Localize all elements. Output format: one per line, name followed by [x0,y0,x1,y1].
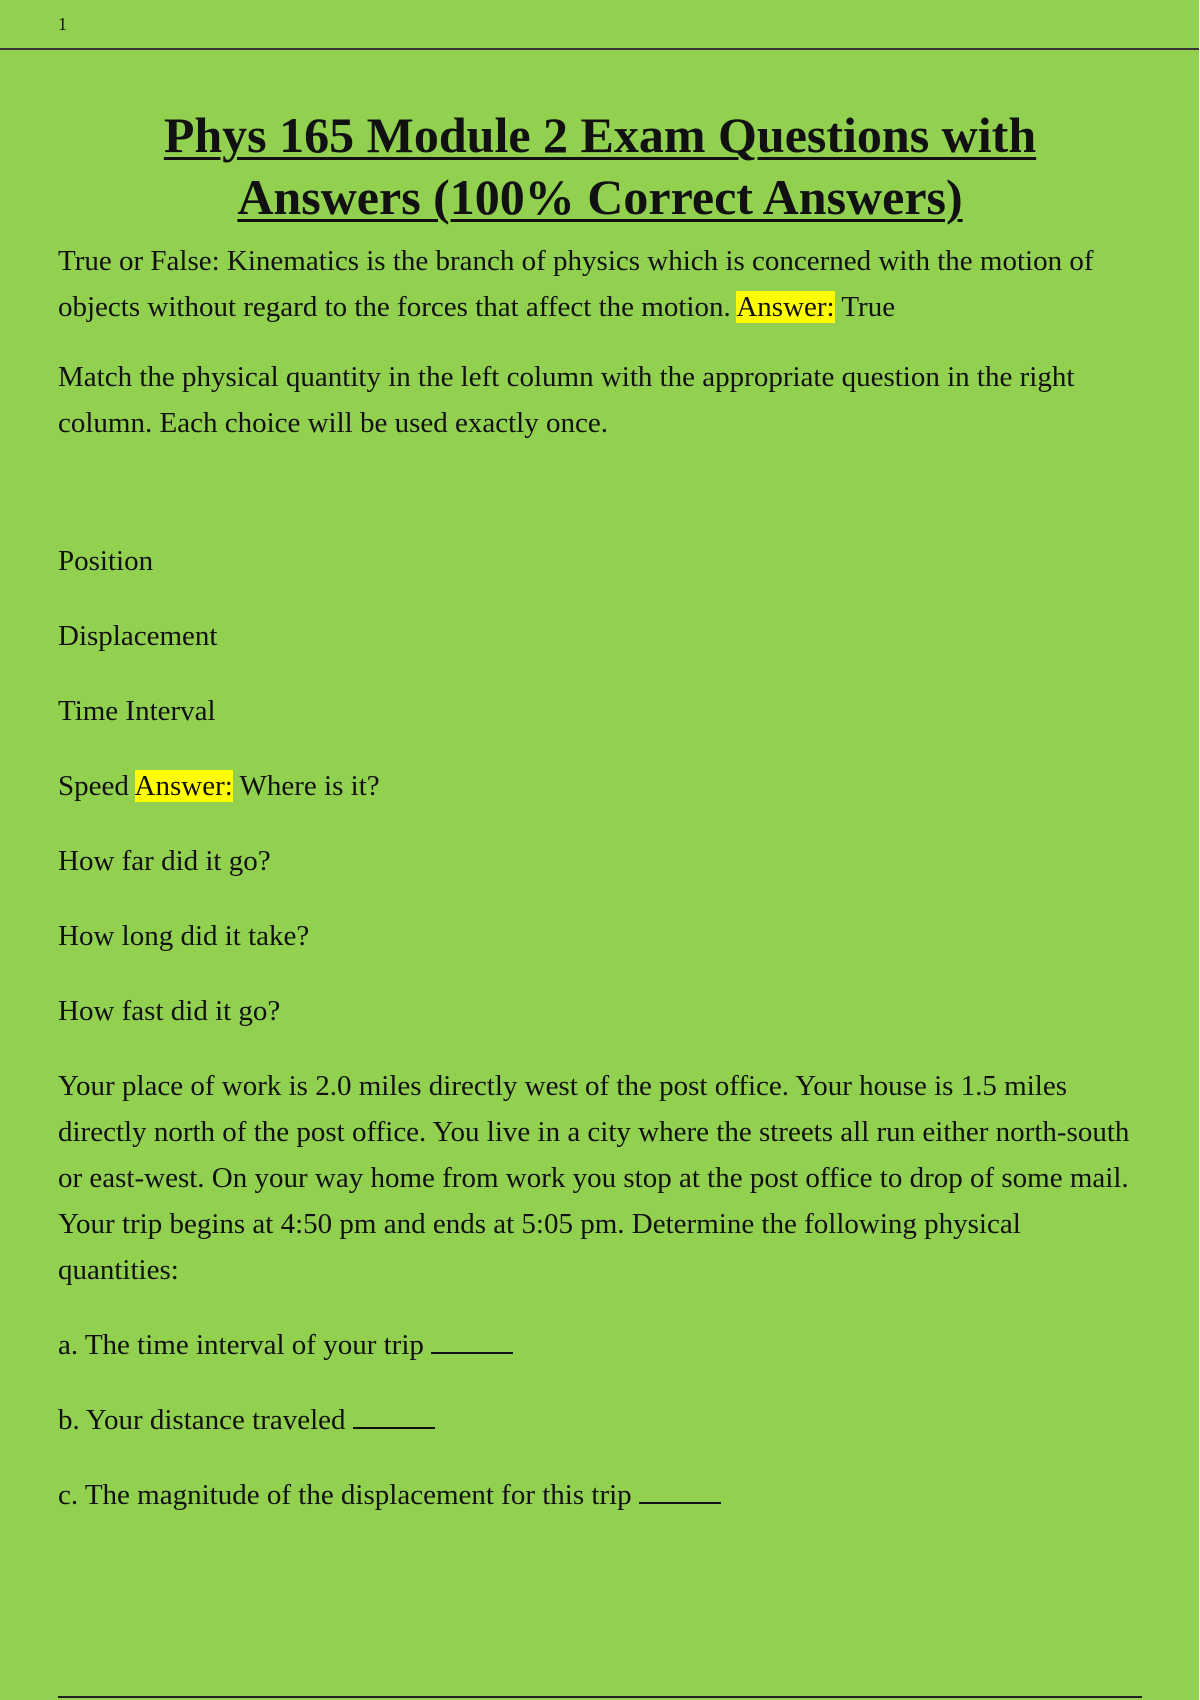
match-answer-where: Where is it? [239,770,380,802]
question-2-prompt: Match the physical quantity in the left column with the appropriate question in the right column. Each choice will be used exactly once. [58,361,1075,439]
answer-label-highlight: Answer: [736,291,835,323]
answer-blank [431,1328,513,1354]
part-b-text: b. Your distance traveled [58,1404,346,1436]
question-3-part-a [58,1322,1148,1368]
question-3-part-c [58,1472,1148,1518]
match-item-position: Position [58,545,154,577]
title-line-2: Answers (100% Correct Answers) [237,169,963,225]
answer-blank [639,1478,721,1504]
document-title [60,104,1140,228]
part-a-text: a. The time interval of your trip [58,1329,424,1361]
footer-rule [58,1696,1142,1698]
title-line-1: Phys 165 Module 2 Exam Questions with [163,107,1037,163]
document-body [58,238,1148,1518]
question-1-answer: True [841,291,896,323]
answer-label-highlight: Answer: [134,770,233,802]
question-3-part-b [58,1397,1148,1443]
match-item-time-interval: Time Interval [58,695,216,727]
match-item-speed: Speed [58,770,129,802]
question-3-prompt: Your place of work is 2.0 miles directly west of the post office. Your house is 1.5 miles directly north of the post office. You live in a city where the streets all run either north-south or east-west. On your way home from work you stop at the post office to drop of some mail. Your trip begins at 4:50 pm and ends at 5:05 pm. Determine the following physical quantities: [58,1070,1130,1286]
match-answer-how-far: How far did it go? [58,845,271,877]
match-answer-how-long: How long did it take? [58,920,310,952]
answer-blank [353,1403,435,1429]
page-number: 1 [58,14,67,34]
match-answer-how-fast: How fast did it go? [58,995,281,1027]
part-c-text: c. The magnitude of the displacement for this trip [58,1479,632,1511]
question-1 [58,238,1148,330]
match-item-displacement: Displacement [58,620,218,652]
question-1-text: True or False: Kinematics is the branch of physics which is concerned with the motion of objects without regard to the forces that affect the motion. [58,245,1094,323]
match-item-speed-answer [58,763,1148,809]
header-rule [0,48,1199,50]
